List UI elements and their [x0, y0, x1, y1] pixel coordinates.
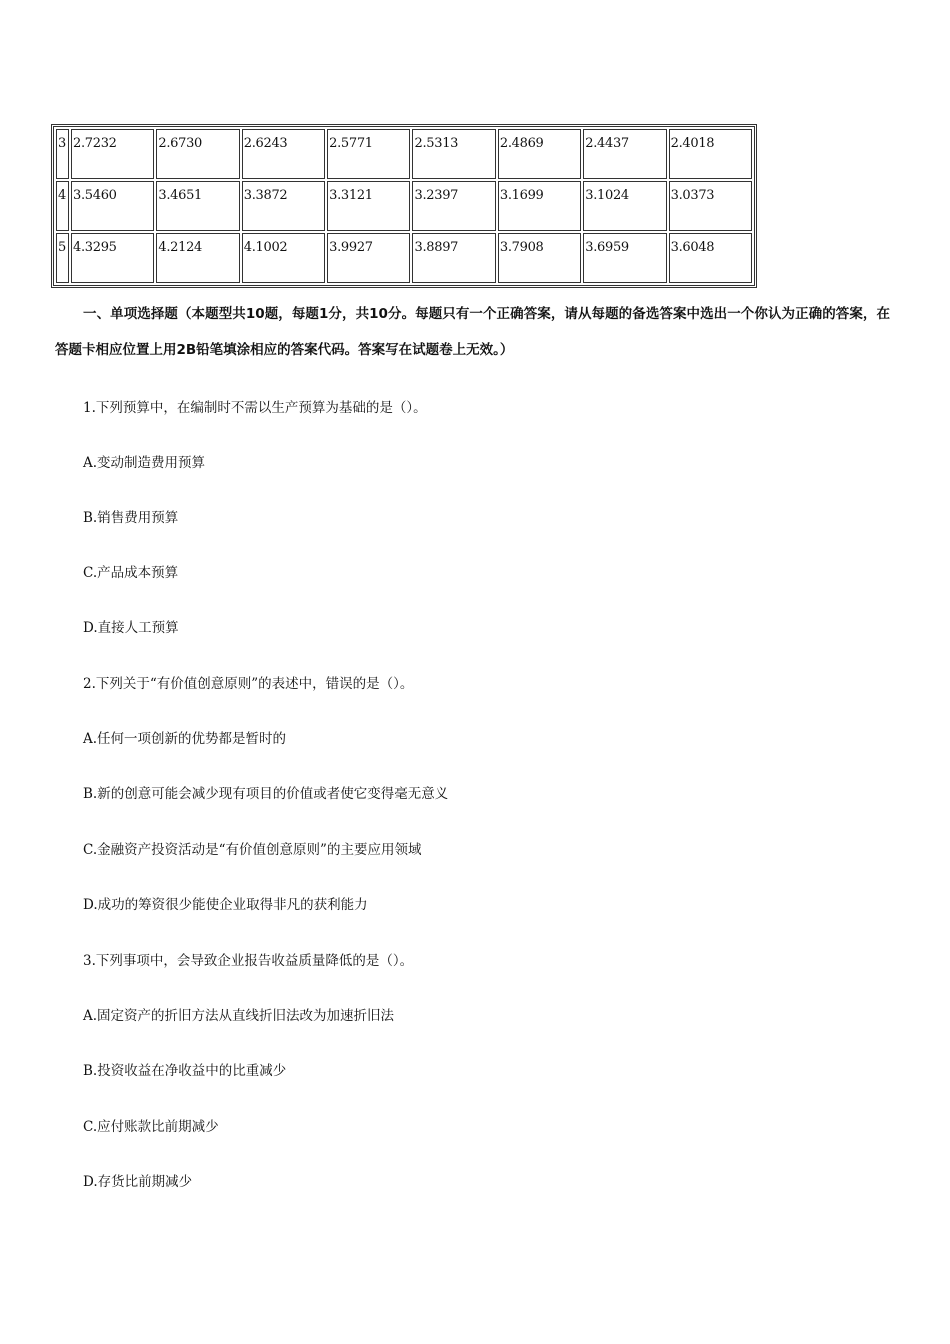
table-cell: 3.1024	[583, 181, 666, 231]
table-cell: 2.4018	[669, 129, 752, 179]
table-cell-period: 3	[56, 129, 69, 179]
table-cell: 3.2397	[412, 181, 495, 231]
question-stem: 2.下列关于“有价值创意原则”的表述中，错误的是（）。	[83, 676, 414, 692]
option-text: A.变动制造费用预算	[83, 455, 206, 471]
option-text: D.成功的筹资很少能使企业取得非凡的获利能力	[83, 897, 368, 913]
value-table	[54, 127, 754, 285]
table-cell: 2.5313	[412, 129, 495, 179]
option-text: D.直接人工预算	[83, 620, 179, 636]
table-cell: 4.2124	[156, 233, 239, 283]
option-text: B.投资收益在净收益中的比重减少	[83, 1063, 287, 1079]
question-stem: 1.下列预算中，在编制时不需以生产预算为基础的是（）。	[83, 400, 427, 416]
option-text: C.金融资产投资活动是“有价值创意原则”的主要应用领域	[83, 842, 422, 858]
option-text: B.销售费用预算	[83, 510, 179, 526]
table-cell: 2.7232	[71, 129, 154, 179]
table-cell: 3.1699	[498, 181, 581, 231]
table-cell: 3.5460	[71, 181, 154, 231]
option-text: C.应付账款比前期减少	[83, 1119, 219, 1135]
table-cell: 2.6730	[156, 129, 239, 179]
table-cell: 2.6243	[242, 129, 325, 179]
option-text: D.存货比前期减少	[83, 1174, 193, 1190]
option-text: A.任何一项创新的优势都是暂时的	[83, 731, 287, 747]
table-cell: 3.6048	[669, 233, 752, 283]
table-row	[56, 233, 752, 283]
question-stem: 3.下列事项中，会导致企业报告收益质量降低的是（）。	[83, 953, 414, 969]
table-cell-period: 5	[56, 233, 69, 283]
table-cell: 3.4651	[156, 181, 239, 231]
table-cell: 4.3295	[71, 233, 154, 283]
table-row	[56, 129, 752, 179]
table-cell: 2.4437	[583, 129, 666, 179]
table-cell: 3.7908	[498, 233, 581, 283]
option-text: B.新的创意可能会减少现有项目的价值或者使它变得毫无意义	[83, 786, 449, 802]
option-text: A.固定资产的折旧方法从直线折旧法改为加速折旧法	[83, 1008, 395, 1024]
table-cell: 2.4869	[498, 129, 581, 179]
table-cell: 3.0373	[669, 181, 752, 231]
table-cell: 3.9927	[327, 233, 410, 283]
table-cell: 3.6959	[583, 233, 666, 283]
section-heading: 一、单项选择题（本题型共10题，每题1分，共10分。每题只有一个正确答案，请从每题的备选答案中选出一个你认为正确的答案，在答题卡相应位置上用2B铅笔填涂相应的答案代码。答案写在试题卷上无效。）	[55, 306, 890, 358]
table-cell: 3.8897	[412, 233, 495, 283]
table-cell: 3.3121	[327, 181, 410, 231]
annuity-value-table	[51, 124, 757, 288]
table-cell: 4.1002	[242, 233, 325, 283]
table-cell: 2.5771	[327, 129, 410, 179]
table-cell-period: 4	[56, 181, 69, 231]
table-cell: 3.3872	[242, 181, 325, 231]
option-text: C.产品成本预算	[83, 565, 179, 581]
table-row	[56, 181, 752, 231]
